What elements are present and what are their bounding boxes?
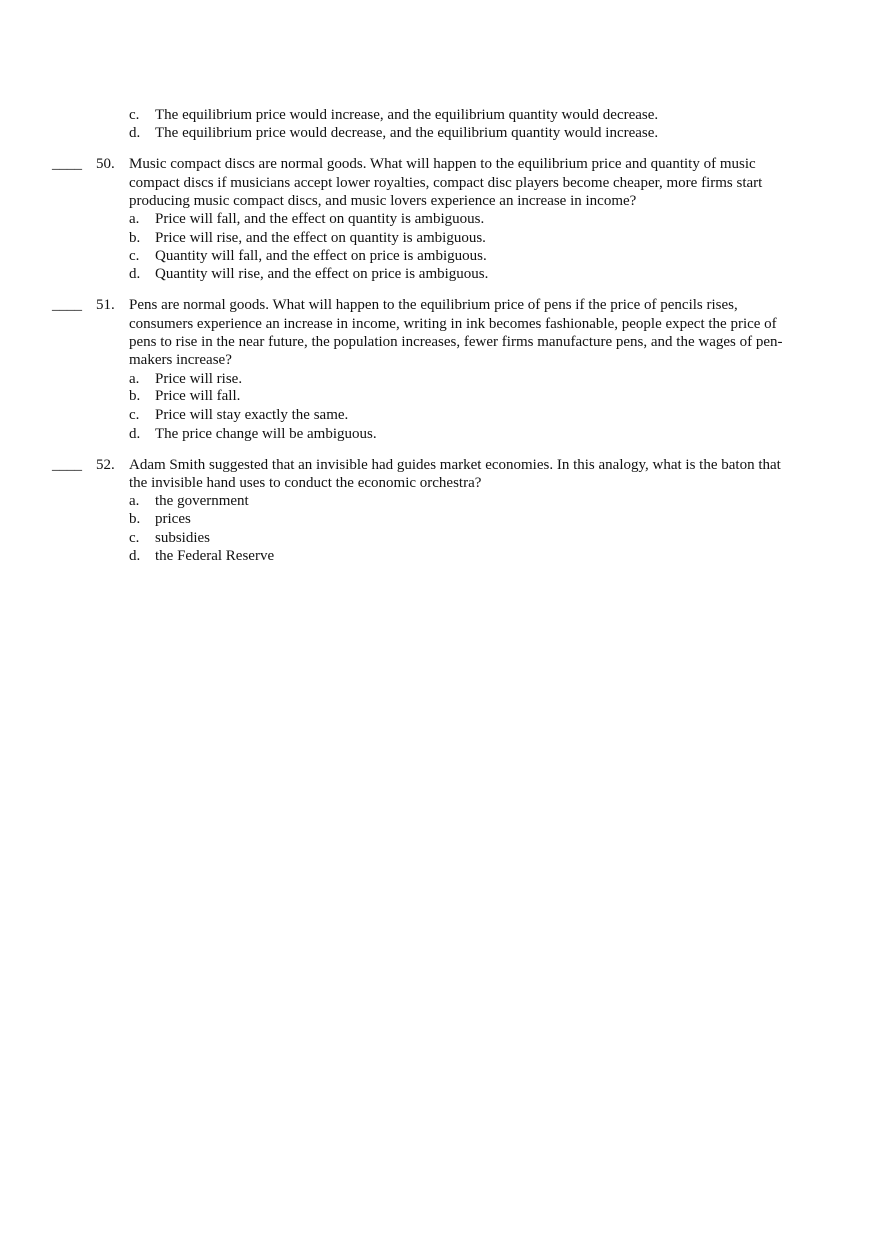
option-text: Price will rise. [155, 371, 243, 387]
option-text: Quantity will fall, and the effect on price is ambiguous. [155, 248, 487, 264]
question-stem-line: Pens are normal goods. What will happen to the equilibrium price of pens if the price of pencils rises, [129, 297, 738, 313]
question-number: 50. [96, 156, 115, 172]
question-stem-line: compact discs if musicians accept lower royalties, compact disc players become cheaper, more firms start [129, 175, 763, 191]
option-text: The equilibrium price would increase, and the equilibrium quantity would decrease. [155, 107, 659, 123]
question-number: 51. [96, 297, 115, 313]
question-stem-line: consumers experience an increase in income, writing in ink becomes fashionable, people expect the price of [129, 316, 777, 332]
option-letter: c. [129, 107, 140, 123]
option-letter: d. [129, 266, 141, 282]
question-stem-line: the invisible hand uses to conduct the economic orchestra? [129, 475, 482, 491]
question-stem-line: Music compact discs are normal goods. What will happen to the equilibrium price and quantity of music [129, 156, 756, 172]
option-letter: c. [129, 248, 140, 264]
option-letter: a. [129, 211, 140, 227]
option-letter: b. [129, 511, 141, 527]
option-letter: c. [129, 407, 140, 423]
option-letter: d. [129, 426, 141, 442]
option-text: Quantity will rise, and the effect on price is ambiguous. [155, 266, 489, 282]
question-stem-line: Adam Smith suggested that an invisible had guides market economies. In this analogy, what is the baton that [129, 457, 781, 473]
answer-blank[interactable]: ____ [52, 156, 82, 172]
option-text: subsidies [155, 530, 211, 546]
option-letter: a. [129, 493, 140, 509]
option-text: Price will fall. [155, 388, 241, 404]
option-text: prices [155, 511, 191, 527]
option-letter: a. [129, 371, 140, 387]
question-stem-line: producing music compact discs, and music lovers experience an increase in income? [129, 193, 637, 209]
option-text: the Federal Reserve [155, 548, 275, 564]
option-text: the government [155, 493, 249, 509]
question-stem-line: makers increase? [129, 352, 232, 368]
option-text: The price change will be ambiguous. [155, 426, 377, 442]
option-letter: d. [129, 548, 141, 564]
answer-blank[interactable]: ____ [52, 297, 82, 313]
question-stem-line: pens to rise in the near future, the population increases, fewer firms manufacture pens, and the wages of pen- [129, 334, 783, 350]
option-letter: b. [129, 230, 141, 246]
answer-blank[interactable]: ____ [52, 457, 82, 473]
option-text: Price will stay exactly the same. [155, 407, 349, 423]
option-letter: c. [129, 530, 140, 546]
option-text: The equilibrium price would decrease, and the equilibrium quantity would increase. [155, 125, 659, 141]
option-letter: b. [129, 388, 141, 404]
question-number: 52. [96, 457, 115, 473]
option-letter: d. [129, 125, 141, 141]
option-text: Price will fall, and the effect on quantity is ambiguous. [155, 211, 485, 227]
option-text: Price will rise, and the effect on quantity is ambiguous. [155, 230, 486, 246]
